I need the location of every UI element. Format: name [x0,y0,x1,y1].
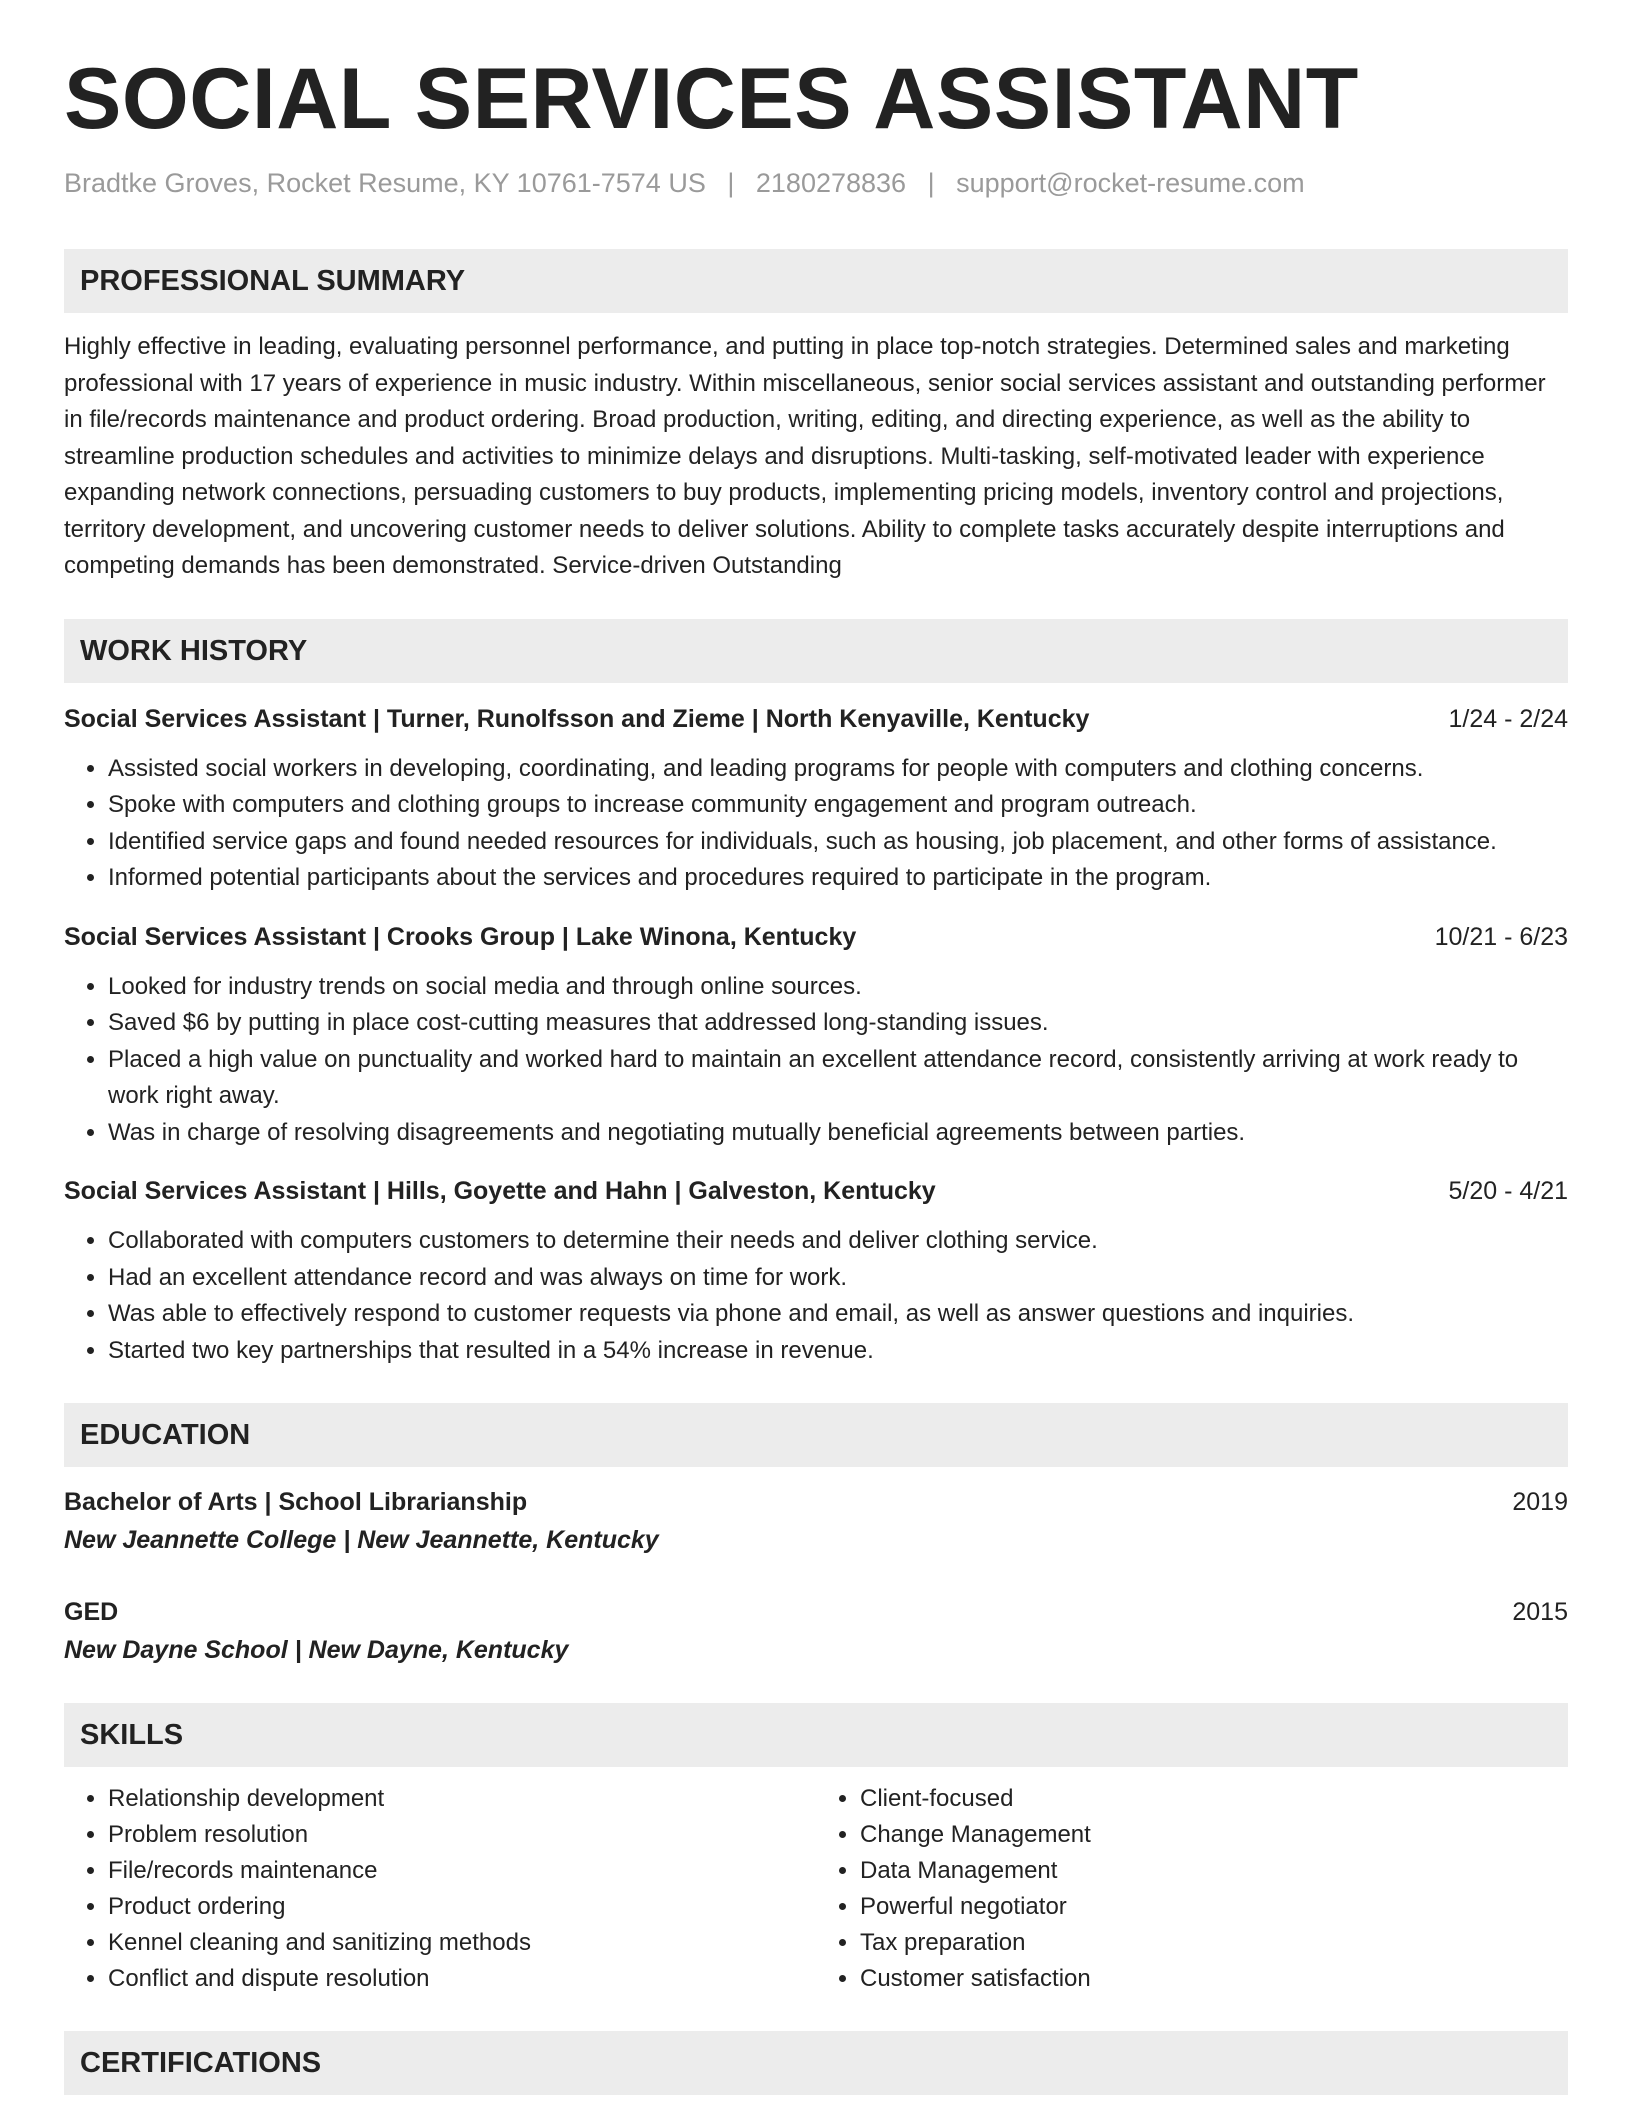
list-item: • Was able to effectively respond to customer requests via phone and email, as well as answer questions and inquiries. [108,1296,1568,1333]
skills-list [64,1781,1568,1997]
job-header [64,701,1568,737]
contact-email: support@rocket-resume.com [956,168,1305,198]
skills-column-left [64,1781,816,1997]
education-entry [64,1593,1568,1669]
contact-separator: | [927,168,935,198]
list-item: • Placed a high value on punctuality and worked hard to maintain an excellent attendance record, consistently arriving at work ready to work right away. [108,1042,1568,1115]
education-header [64,1593,1568,1631]
list-item: • Data Management [860,1853,1568,1889]
list-item: • Identified service gaps and found needed resources for individuals, such as housing, job placement, and other forms of assistance. [108,824,1568,861]
job-header [64,1173,1568,1209]
job-dates: 5/20 - 4/21 [1448,1177,1568,1205]
job-bullets [64,1223,1568,1369]
list-item: • Saved $6 by putting in place cost-cutting measures that addressed long-standing issues. [108,1005,1568,1042]
list-item: • Had an excellent attendance record and was always on time for work. [108,1260,1568,1297]
education-entry [64,1483,1568,1559]
job-entry [64,701,1568,897]
list-item: • Client-focused [860,1781,1568,1817]
section-header-education: EDUCATION [64,1403,1568,1467]
list-item: • Looked for industry trends on social media and through online sources. [108,969,1568,1006]
contact-separator: | [727,168,735,198]
job-bullets [64,969,1568,1152]
section-header-summary: PROFESSIONAL SUMMARY [64,249,1568,313]
job-title: Social Services Assistant | Turner, Runolfsson and Zieme | North Kenyaville, Kentucky [64,704,1090,733]
list-item: • Problem resolution [108,1817,816,1853]
list-item: • Conflict and dispute resolution [108,1961,816,1997]
skills-column-right [816,1781,1568,1997]
job-title: Social Services Assistant | Hills, Goyette and Hahn | Galveston, Kentucky [64,1177,936,1205]
list-item: • Assisted social workers in developing, coordinating, and leading programs for people with computers and clothing concerns. [108,751,1568,788]
contact-address: Bradtke Groves, Rocket Resume, KY 10761-7574 US [64,168,706,198]
list-item: • Collaborated with computers customers to determine their needs and deliver clothing service. [108,1223,1568,1260]
job-bullets [64,751,1568,897]
list-item: • Informed potential participants about the services and procedures required to participate in the program. [108,860,1568,897]
section-header-certifications: CERTIFICATIONS [64,2031,1568,2095]
list-item: • Customer satisfaction [860,1961,1568,1997]
list-item: • Was in charge of resolving disagreements and negotiating mutually beneficial agreements between parties. [108,1115,1568,1152]
contact-phone: 2180278836 [755,168,907,198]
education-school: New Dayne School | New Dayne, Kentucky [64,1636,569,1664]
education-degree: Bachelor of Arts | School Librarianship [64,1488,528,1516]
list-item: • Product ordering [108,1889,816,1925]
education-header [64,1483,1568,1521]
education-year: 2015 [1512,1598,1568,1626]
job-dates: 10/21 - 6/23 [1434,922,1568,951]
list-item: • Change Management [860,1817,1568,1853]
job-title: Social Services Assistant | Crooks Group | Lake Winona, Kentucky [64,922,857,951]
section-header-skills: SKILLS [64,1703,1568,1767]
job-header [64,919,1568,955]
list-item: • Spoke with computers and clothing groups to increase community engagement and program outreach. [108,787,1568,824]
job-dates: 1/24 - 2/24 [1448,704,1568,733]
list-item: • Powerful negotiator [860,1889,1568,1925]
job-entry [64,1173,1568,1369]
education-degree: GED [64,1598,119,1626]
summary-text: Highly effective in leading, evaluating personnel performance, and putting in place top-notch strategies. Determined sales and marketing professional with 17 years of experience in music industry. Within miscellaneous, senior social services assistant and outstanding performer in file/records maintenance and product ordering. Broad production, writing, editing, and directing experience, as well as the ability to streamline production schedules and activities to minimize delays and disruptions. Multi-tasking, self-motivated leader with experience expanding network connections, persuading customers to buy products, implementing pricing models, inventory control and projections, territory development, and uncovering customer needs to deliver solutions. Ability to complete tasks accurately despite interruptions and competing demands has been demonstrated. Service-driven Outstanding [64,333,1546,579]
list-item: • Kennel cleaning and sanitizing methods [108,1925,816,1961]
education-year: 2019 [1512,1488,1568,1516]
section-header-work-history: WORK HISTORY [64,619,1568,683]
resume-title: SOCIAL SERVICES ASSISTANT [64,51,1359,147]
list-item: • Tax preparation [860,1925,1568,1961]
contact-line [64,168,1568,199]
job-entry [64,919,1568,1152]
list-item: • File/records maintenance [108,1853,816,1889]
education-school: New Jeannette College | New Jeannette, Kentucky [64,1526,659,1554]
list-item: • Relationship development [108,1781,816,1817]
list-item: • Started two key partnerships that resulted in a 54% increase in revenue. [108,1333,1568,1370]
